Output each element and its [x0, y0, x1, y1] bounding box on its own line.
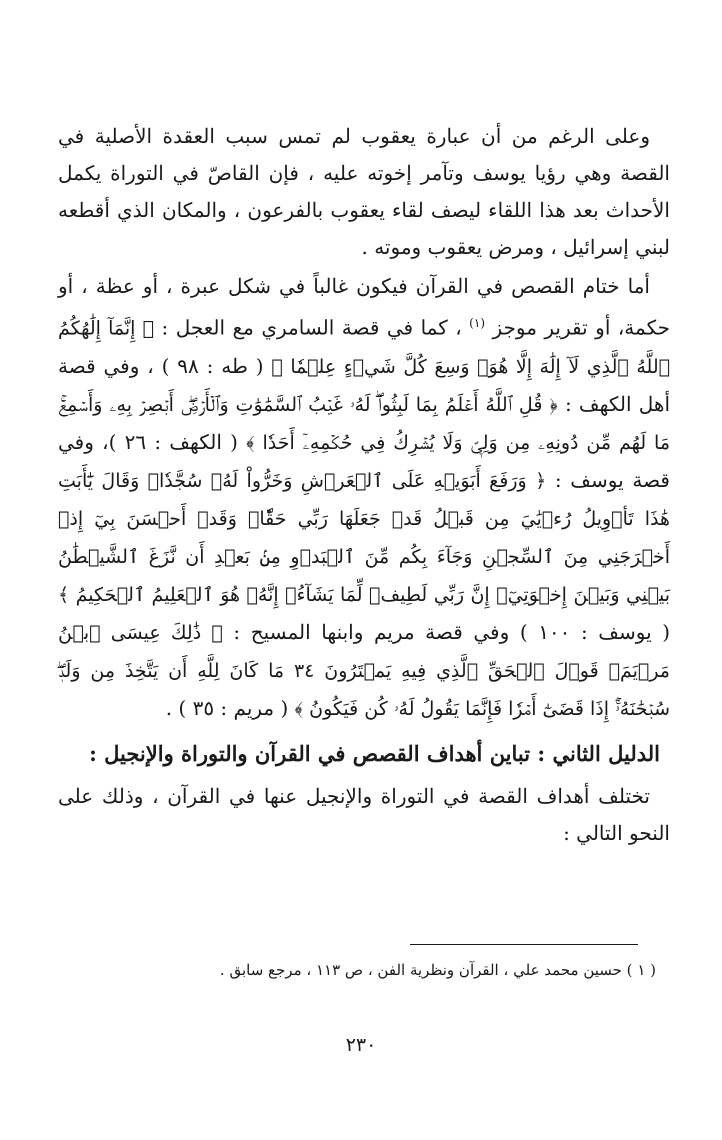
paragraph-1: وعلى الرغم من أن عبارة يعقوب لم تمس سبب العقدة الأصلية في القصة وهي رؤيا يوسف وتآمر إخوته عليه ، فإن القاصّ في التوراة يكمل الأحداث بعد هذا اللقاء ليصف لقاء يعقوب بالفرعون ، والمكان الذي أقطعه لبني إسرائيل ، ومرض يعقوب وموته . — [58, 124, 670, 259]
quran-verse-taha: ﴿ إِنَّمَآ إِلَٰهُكُمُ ٱللَّهُ ٱلَّذِي لَآ إِلَٰهَ إِلَّا هُوَۚ وَسِعَ كُلَّ شَيۡءٍ عِلۡمٗا ﴾ — [58, 317, 671, 378]
section-heading: الدليل الثاني : تباين أهداف القصص في القرآن والتوراة والإنجيل : — [89, 740, 660, 766]
join-text-yusuf: وفي قصة يوسف : — [58, 429, 670, 492]
quran-verse-kahf: ﴿ قُلِ ٱللَّهُ أَعۡلَمُ بِمَا لَبِثُواْۖ لَهُۥ غَيۡبُ ٱلسَّمَٰوَٰتِ وَٱلۡأَرۡضِۖ أَبۡصِرۡ بِهِۦ وَأَسۡمِعۡۚ مَا لَهُم مِّن دُونِهِۦ مِن وَلِيّٖ وَلَا يُشۡرِكُ فِي حُكۡمِهِۦٓ أَحَدٗا ﴾ — [58, 393, 671, 454]
paragraph-2-intro: أما ختام القصص في القرآن فيكون غالباً في شكل عبرة ، أو عظة ، أو حكمة، أو تقرير موجز — [58, 274, 670, 340]
page-number: ٢٣٠ — [345, 1034, 377, 1056]
verse-reference-yusuf: ( يوسف : ١٠٠ ) — [519, 619, 671, 644]
paragraph-3: تختلف أهداف القصة في التوراة والإنجيل عنها في القرآن ، وذلك على النحو التالي : — [58, 783, 670, 845]
join-text-maryam: وفي قصة مريم وابنها المسيح : — [233, 619, 510, 644]
paragraph-2-after-ref: ، كما في قصة السامري مع العجل : — [161, 315, 462, 340]
quran-verse-yusuf: ﴿ وَرَفَعَ أَبَوَيۡهِ عَلَى ٱلۡعَرۡشِ وَخَرُّواْ لَهُۥ سُجَّدٗاۖ وَقَالَ يَٰٓأَبَتِ هَٰذَا تَأۡوِيلُ رُءۡيَٰيَ مِن قَبۡلُ قَدۡ جَعَلَهَا رَبِّي حَقّٗاۖ وَقَدۡ أَحۡسَنَ بِيٓ إِذۡ أَخۡرَجَنِي مِنَ ٱلسِّجۡنِ وَجَآءَ بِكُم مِّنَ ٱلۡبَدۡوِ مِنۢ بَعۡدِ أَن نَّزَغَ ٱلشَّيۡطَٰنُ بَيۡنِي وَبَيۡنَ إِخۡوَتِيٓۚ إِنَّ رَبِّي لَطِيفٞ لِّمَا يَشَآءُۚ إِنَّهُۥ هُوَ ٱلۡعَلِيمُ ٱلۡحَكِيمُ ﴾ — [58, 469, 670, 606]
footnote-divider — [410, 944, 638, 945]
verse-reference-maryam: ( مريم : ٣٥ ) . — [165, 695, 289, 720]
page-body — [58, 118, 670, 852]
verse-reference-kahf: ( الكهف : ٢٦ )، — [102, 429, 238, 454]
join-text-kahf: ، وفي قصة أهل الكهف : — [58, 353, 671, 416]
footnote: ( ١ ) حسين محمد علي ، القرآن ونظرية الفن ، ص ١١٣ ، مرجع سابق . — [219, 961, 656, 979]
paragraph-2 — [58, 268, 670, 728]
footnote-reference: (١) — [469, 316, 485, 330]
quran-verse-maryam: ﴿ ذَٰلِكَ عِيسَى ٱبۡنُ مَرۡيَمَۖ قَوۡلَ ٱلۡحَقِّ ٱلَّذِي فِيهِ يَمۡتَرُونَ ٣٤ مَا كَانَ لِلَّهِ أَن يَتَّخِذَ مِن وَلَدٖۖ سُبۡحَٰنَهُۥٓۚ إِذَا قَضَىٰٓ أَمۡرٗا فَإِنَّمَا يَقُولُ لَهُۥ كُن فَيَكُونُ ﴾ — [58, 621, 670, 720]
verse-reference-taha: ( طه : ٩٨ ) — [161, 353, 264, 378]
